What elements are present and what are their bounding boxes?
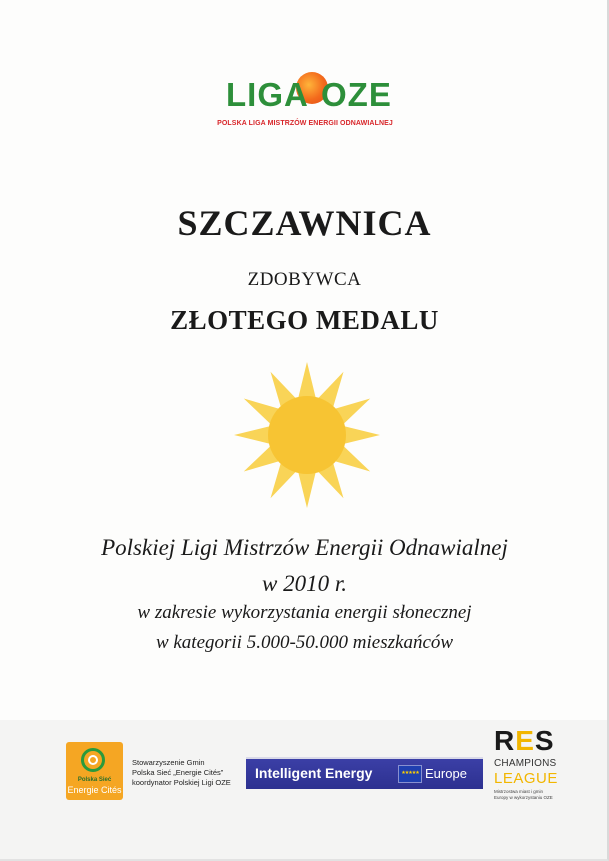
award-category: w kategorii 5.000-50.000 mieszkańców [155,632,454,653]
energie-cites-logo [66,742,123,800]
energie-cites-line2: Energie Cités [67,785,122,795]
sun-ray [298,362,317,400]
res-letter-s: S [534,725,555,756]
association-line-1: Stowarzyszenie Gmin [132,758,205,767]
sun-ray [342,426,380,445]
logo-liga-text: LIGA [226,76,309,113]
energie-cites-line1: Polska Sieć [77,777,112,783]
eu-flag-icon: ★★★★★ [398,765,422,783]
res-champions: CHAMPIONS [494,758,557,769]
res-league: LEAGUE [494,770,558,787]
association-line-3: koordynator Polskiej Ligi OZE [132,778,231,787]
res-champions-league-logo [490,725,560,820]
res-letter-e: E [515,725,535,756]
logo-tagline: POLSKA LIGA MISTRZÓW ENERGII ODNAWIALNEJ [217,120,393,127]
city-name: SZCZAWNICA [177,203,432,243]
league-name: Polskiej Ligi Mistrzów Energii Odnawialnej [101,535,508,560]
sun-disc [268,396,346,474]
association-line-2: Polska Sieć „Energie Cités” [132,768,224,777]
award-year: w 2010 r. [262,571,347,596]
res-letters [494,725,555,757]
res-subtitle: Mistrzostwa miast i gmin Europy w wykorzystaniu OZE [494,789,553,800]
energie-cites-inner-ring-icon [88,755,98,765]
winner-label: ZDOBYWCA [247,269,362,290]
liga-oze-logo [200,70,410,134]
logo-oze-text: OZE [321,76,392,113]
res-letter-r: R [494,725,516,756]
award-scope: w zakresie wykorzystania energii słonecznej [137,602,472,623]
sun-icon [232,360,382,510]
medal-title: ZŁOTEGO MEDALU [170,305,439,335]
iee-text-2: Europe [425,766,467,781]
intelligent-energy-europe-logo [246,757,483,789]
sun-ray [234,426,272,445]
sun-ray [298,470,317,508]
iee-text-1: Intelligent Energy [255,765,373,781]
association-text [132,758,247,788]
